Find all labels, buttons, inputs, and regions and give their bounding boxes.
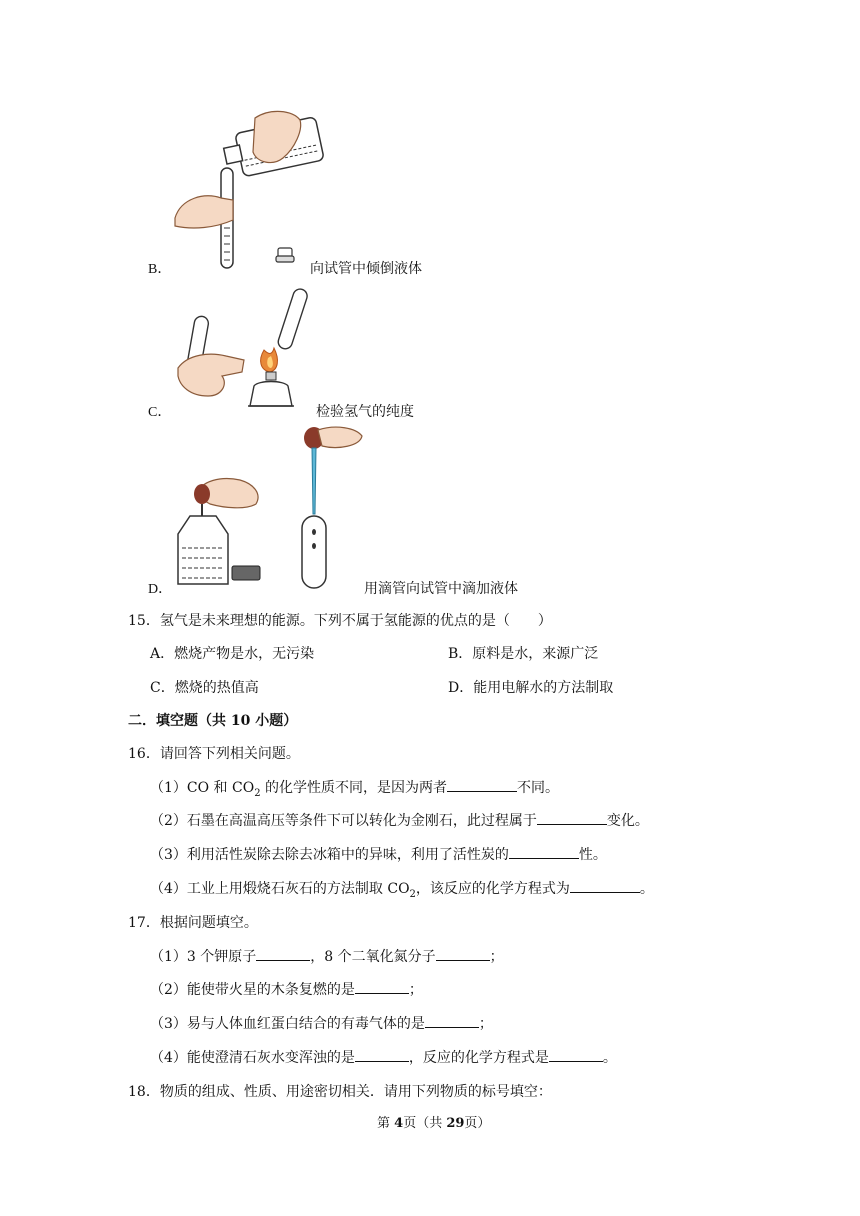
q17-stem: 17．根据问题填空。 bbox=[128, 915, 258, 931]
q16-stem: 16．请回答下列相关问题。 bbox=[128, 746, 300, 762]
hand-icon bbox=[178, 354, 244, 396]
page-footer: 第 4页（共 29页） bbox=[377, 1116, 491, 1131]
q15-option-a: A．燃烧产物是水，无污染 bbox=[150, 646, 315, 662]
alcohol-lamp-icon bbox=[248, 348, 294, 406]
answer-blank[interactable] bbox=[355, 979, 409, 994]
answer-blank[interactable] bbox=[436, 946, 490, 961]
q16-sub-3: （3）利用活性炭除去除去冰箱中的异味，利用了活性炭的 性。 bbox=[150, 844, 607, 864]
option-d-caption: 用滴管向试管中滴加液体 bbox=[364, 581, 518, 597]
q15-stem: 15．氢气是未来理想的能源。下列不属于氢能源的优点的是（ ） bbox=[128, 613, 552, 629]
q18-stem: 18．物质的组成、性质、用途密切相关．请用下列物质的标号填空： bbox=[128, 1084, 552, 1100]
option-c-caption: 检验氢气的纯度 bbox=[316, 404, 414, 420]
bottle-cap-icon bbox=[232, 566, 260, 580]
hydrogen-purity-illustration bbox=[178, 288, 318, 413]
option-b-caption: 向试管中倾倒液体 bbox=[310, 261, 422, 277]
answer-blank[interactable] bbox=[537, 810, 607, 825]
test-tube-icon bbox=[302, 516, 326, 588]
option-b-letter: B． bbox=[148, 262, 172, 277]
reagent-bottle-icon bbox=[178, 516, 228, 584]
pour-liquid-illustration bbox=[175, 108, 305, 276]
answer-blank[interactable] bbox=[549, 1047, 603, 1062]
q17-sub-4: （4）能使澄清石灰水变浑浊的是 ，反应的化学方程式是 。 bbox=[150, 1047, 617, 1067]
option-c-letter: C． bbox=[148, 405, 172, 420]
q15-option-c: C．燃烧的热值高 bbox=[150, 680, 259, 696]
option-d-letter: D． bbox=[148, 582, 173, 597]
q15-option-d: D．能用电解水的方法制取 bbox=[448, 680, 614, 696]
answer-blank[interactable] bbox=[447, 777, 517, 792]
answer-blank[interactable] bbox=[570, 878, 640, 893]
page-number: 4 bbox=[394, 1116, 404, 1131]
q16-sub-1: （1）CO 和 $CO_2$ 的化学性质不同，是因为两者 不同。 bbox=[150, 777, 559, 799]
total-pages: 29 bbox=[446, 1116, 465, 1131]
q17-sub-2: （2）能使带火星的木条复燃的是 ； bbox=[150, 979, 423, 999]
stopper-icon bbox=[276, 248, 294, 262]
q15-option-b: B．原料是水，来源广泛 bbox=[448, 646, 599, 662]
q16-sub-2: （2）石墨在高温高压等条件下可以转化为金刚石，此过程属于 变化。 bbox=[150, 810, 649, 830]
answer-blank[interactable] bbox=[509, 844, 579, 859]
answer-blank[interactable] bbox=[425, 1013, 479, 1028]
answer-blank[interactable] bbox=[256, 946, 310, 961]
section-title: 二．填空题（共 10 小题） bbox=[128, 713, 298, 729]
q16-sub-4: （4）工业上用煅烧石灰石的方法制取 $CO_2$，该反应的化学方程式为 。 bbox=[150, 878, 654, 900]
answer-blank[interactable] bbox=[355, 1047, 409, 1062]
q17-sub-3: （3）易与人体血红蛋白结合的有毒气体的是 ； bbox=[150, 1013, 493, 1033]
dropper-illustration bbox=[176, 424, 376, 590]
test-tube-icon bbox=[276, 287, 308, 350]
q17-sub-1: （1）3 个钾原子 ，8 个二氧化氮分子 ； bbox=[150, 946, 504, 966]
